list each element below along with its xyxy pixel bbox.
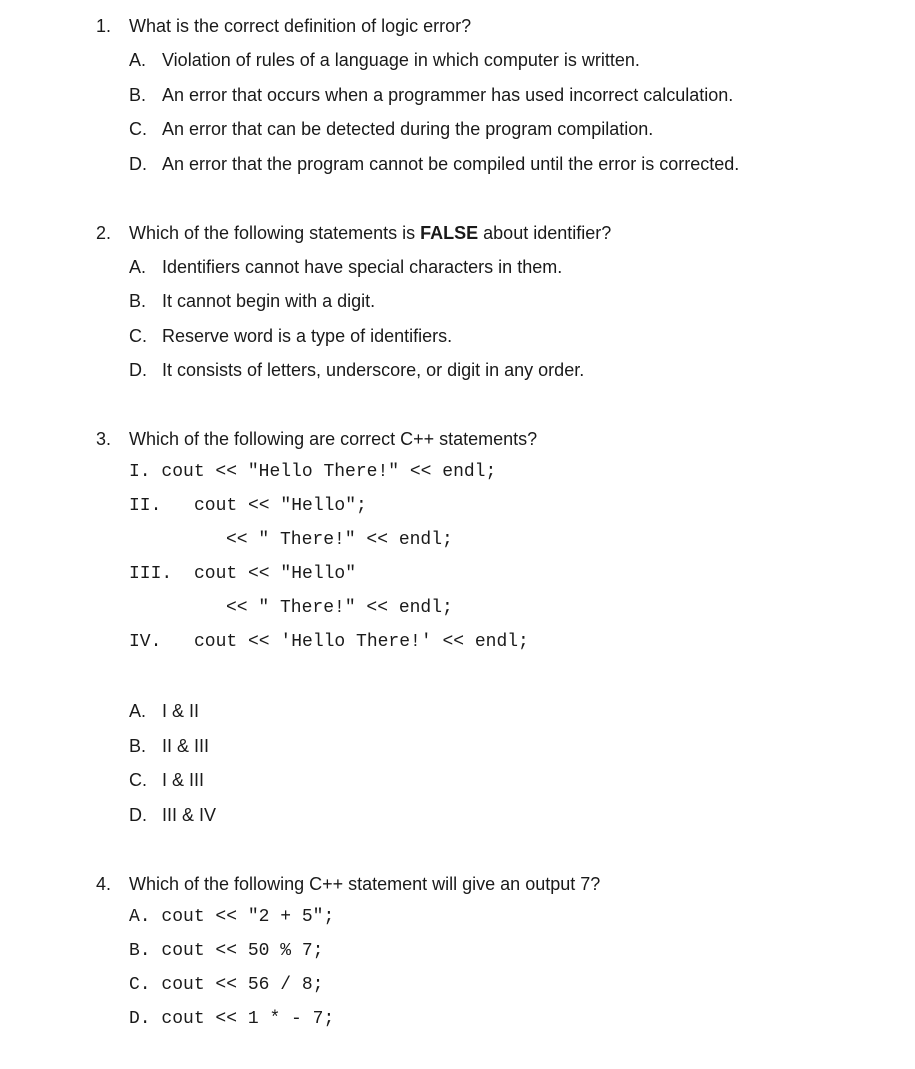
- option-text: II & III: [162, 736, 210, 756]
- option-letter: D.: [129, 360, 147, 380]
- code-label: I.: [129, 462, 151, 482]
- q1-option-c: [129, 118, 653, 140]
- question-2: [96, 222, 611, 244]
- option-letter: A.: [129, 701, 147, 721]
- q3-option-b: [129, 735, 209, 757]
- q2-option-b: [129, 290, 375, 312]
- question-number: 3.: [96, 429, 112, 449]
- question-text-bold: FALSE: [420, 223, 479, 243]
- question-text-before: Which of the following statements is: [129, 223, 421, 243]
- option-text: cout << "2 + 5";: [161, 907, 335, 927]
- code-statement-4: cout << 'Hello There!' << endl;: [194, 632, 529, 652]
- q4-option-a: [129, 906, 334, 928]
- code-statement-3: cout << "Hello": [194, 564, 357, 584]
- q1-option-a: [129, 49, 640, 71]
- q3-option-d: [129, 804, 216, 826]
- option-letter: C.: [129, 119, 147, 139]
- question-1: [96, 15, 471, 37]
- question-3: [96, 428, 537, 450]
- code-statement-2-cont: << " There!" << endl;: [226, 530, 453, 550]
- q2-option-d: [129, 359, 584, 381]
- option-text: cout << 1 * - 7;: [161, 1009, 335, 1029]
- option-text: cout << 56 / 8;: [161, 975, 324, 995]
- code-statement-1: [129, 461, 496, 483]
- q2-option-c: [129, 325, 452, 347]
- question-text: What is the correct definition of logic error?: [129, 16, 472, 36]
- option-letter: A.: [129, 50, 147, 70]
- q4-option-c: [129, 974, 323, 996]
- option-letter: D.: [129, 805, 147, 825]
- option-letter: B.: [129, 291, 147, 311]
- option-text: It cannot begin with a digit.: [162, 291, 376, 311]
- code-label-2: II.: [129, 496, 162, 516]
- code-statement-3-cont: << " There!" << endl;: [226, 598, 453, 618]
- option-text: Identifiers cannot have special characters in them.: [162, 257, 563, 277]
- code-statement-2: cout << "Hello";: [194, 496, 367, 516]
- option-letter: B.: [129, 736, 147, 756]
- question-text: Which of the following are correct C++ statements?: [129, 429, 538, 449]
- question-text-after: about identifier?: [478, 223, 612, 243]
- q3-option-a: [129, 700, 199, 722]
- option-letter: D.: [129, 154, 147, 174]
- option-text: It consists of letters, underscore, or digit in any order.: [162, 360, 585, 380]
- q4-option-b: [129, 940, 323, 962]
- option-letter: B.: [129, 941, 151, 961]
- question-4: [96, 873, 600, 895]
- question-number: 4.: [96, 874, 112, 894]
- q1-option-d: [129, 153, 739, 175]
- option-text: An error that the program cannot be compiled until the error is corrected.: [162, 154, 740, 174]
- q1-option-b: [129, 84, 733, 106]
- option-text: cout << 50 % 7;: [161, 941, 324, 961]
- option-letter: C.: [129, 770, 147, 790]
- question-text: Which of the following C++ statement will give an output 7?: [129, 874, 601, 894]
- option-letter: B.: [129, 85, 147, 105]
- option-text: Violation of rules of a language in which computer is written.: [162, 50, 640, 70]
- code-label-4: IV.: [129, 632, 162, 652]
- question-number: 2.: [96, 223, 112, 243]
- option-letter: D.: [129, 1009, 151, 1029]
- option-text: An error that can be detected during the program compilation.: [162, 119, 654, 139]
- option-letter: A.: [129, 907, 151, 927]
- q2-option-a: [129, 256, 562, 278]
- option-letter: C.: [129, 975, 151, 995]
- q4-option-d: [129, 1008, 334, 1030]
- option-text: An error that occurs when a programmer has used incorrect calculation.: [162, 85, 734, 105]
- option-text: Reserve word is a type of identifiers.: [162, 326, 453, 346]
- option-text: III & IV: [162, 805, 217, 825]
- option-letter: C.: [129, 326, 147, 346]
- q3-option-c: [129, 769, 204, 791]
- option-letter: A.: [129, 257, 147, 277]
- option-text: I & III: [162, 770, 205, 790]
- question-number: 1.: [96, 16, 112, 36]
- option-text: I & II: [162, 701, 200, 721]
- code-label-3: III.: [129, 564, 173, 584]
- code-line: cout << "Hello There!" << endl;: [161, 462, 497, 482]
